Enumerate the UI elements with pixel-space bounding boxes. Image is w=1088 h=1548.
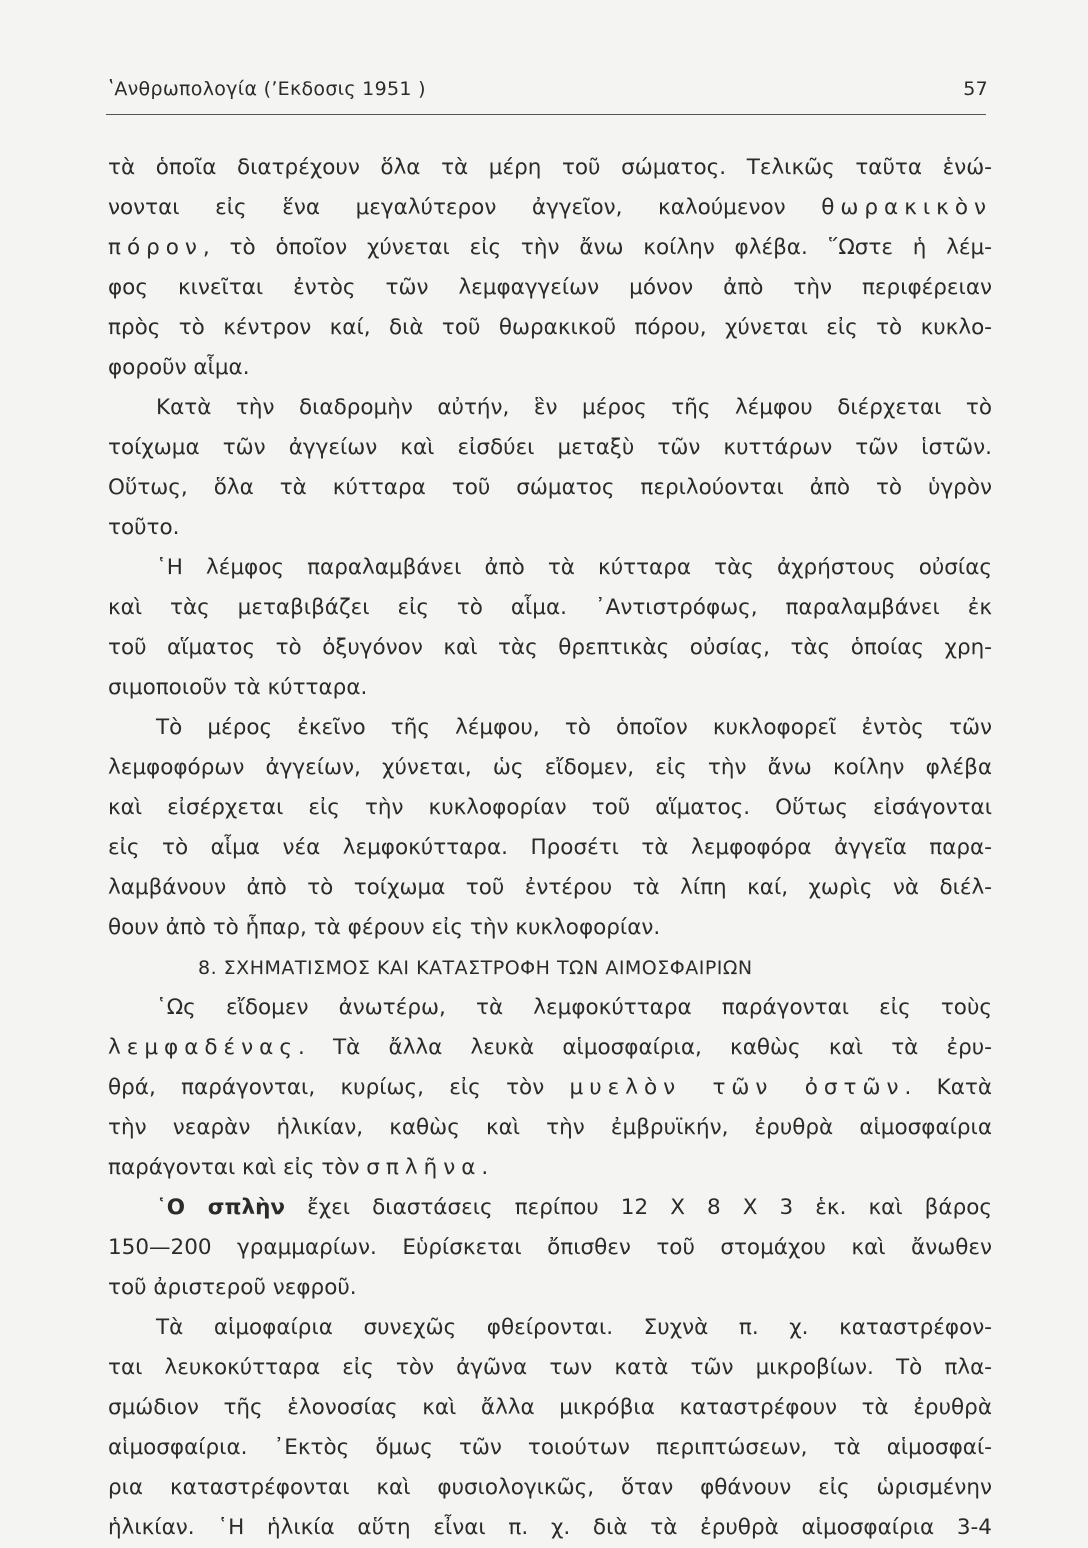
- text-line: φοροῦν αἷμα.: [108, 355, 250, 380]
- text-line: ῾Ως εἴδομεν ἀνωτέρω, τὰ λεμφοκύτταρα παράγονται εἰς τοὺς: [156, 995, 992, 1020]
- text-line: πρὸς τὸ κέντρον καί, διὰ τοῦ θωρακικοῦ πόρου, χύνεται εἰς τὸ κυκλο-: [108, 315, 992, 340]
- text-line: τὴν νεαρὰν ἡλικίαν, καθὼς καὶ τὴν ἐμβρυϊκήν, ἐρυθρὰ αἱμοσφαίρια: [108, 1115, 992, 1140]
- text-line: τοῦ αἵματος τὸ ὀξυγόνον καὶ τὰς θρεπτικὰς οὐσίας, τὰς ὁποίας χρη-: [108, 635, 992, 660]
- text-line: καὶ τὰς μεταβιβάζει εἰς τὸ αἷμα. ᾿Αντιστρόφως, παραλαμβάνει ἐκ: [108, 595, 992, 620]
- text-line: τοῦ ἀριστεροῦ νεφροῦ.: [108, 1275, 357, 1300]
- text-line: Οὕτως, ὅλα τὰ κύτταρα τοῦ σώματος περιλούονται ἀπὸ τὸ ὑγρὸν: [108, 475, 992, 500]
- spaced-term: θωρακικὸν: [821, 195, 992, 220]
- running-head: [108, 78, 988, 108]
- text-line: εἰς τὸ αἷμα νέα λεμφοκύτταρα. Προσέτι τὰ λεμφοφόρα ἀγγεῖα παρα-: [108, 835, 992, 860]
- spaced-term: σπλῆνα: [366, 1155, 482, 1180]
- text-line: ται λευκοκύτταρα εἰς τὸν ἀγῶνα των κατὰ τῶν μικροβίων. Τὸ πλα-: [108, 1355, 992, 1380]
- text-line: Τὰ αἱμοφαίρια συνεχῶς φθείρονται. Συχνὰ π. χ. καταστρέφον-: [156, 1315, 992, 1340]
- text-line: σιμοποιοῦν τὰ κύτταρα.: [108, 675, 368, 700]
- text-line: τοῦτο.: [108, 515, 180, 540]
- spaced-term: μυελὸν τῶν ὀστῶν: [569, 1075, 905, 1100]
- text-line: τὰ ὁποῖα διατρέχουν ὅλα τὰ μέρη τοῦ σώματος. Τελικῶς ταῦτα ἑνώ-: [108, 155, 992, 180]
- text-line: αἱμοσφαίρια. ᾿Εκτὸς ὅμως τῶν τοιούτων περιπτώσεων, τὰ αἱμοσφαί-: [108, 1435, 992, 1460]
- text-line: παράγονται καὶ εἰς τὸν σπλῆνα.: [108, 1155, 489, 1180]
- text-line: πόρον, τὸ ὁποῖον χύνεται εἰς τὴν ἄνω κοίλην φλέβα. ῞Ωστε ἡ λέμ-: [108, 235, 992, 260]
- text-line: ρια καταστρέφονται καὶ φυσιολογικῶς, ὅταν φθάνουν εἰς ὡρισμένην: [108, 1475, 992, 1500]
- text-line: Κατὰ τὴν διαδρομὴν αὐτήν, ἓν μέρος τῆς λέμφου διέρχεται τὸ: [156, 395, 992, 420]
- text-line: τοίχωμα τῶν ἀγγείων καὶ εἰσδύει μεταξὺ τῶν κυττάρων τῶν ἱστῶν.: [108, 435, 992, 460]
- header-rule: [106, 114, 986, 115]
- spaced-term: λεμφαδένας: [108, 1035, 298, 1060]
- section-heading: 8. ΣΧΗΜΑΤΙΣΜΟΣ ΚΑΙ ΚΑΤΑΣΤΡΟΦΗ ΤΩΝ ΑΙΜΟΣΦΑΙΡΙΩΝ: [198, 957, 753, 979]
- bold-term: ῾Ο σπλὴν: [156, 1195, 286, 1220]
- text-line: ῾Η λέμφος παραλαμβάνει ἀπὸ τὰ κύτταρα τὰς ἀχρήστους οὐσίας: [156, 555, 992, 580]
- text-line: λεμφοφόρων ἀγγείων, χύνεται, ὡς εἴδομεν, εἰς τὴν ἄνω κοίλην φλέβα: [108, 755, 992, 780]
- text-line: λεμφαδένας. Τὰ ἄλλα λευκὰ αἱμοσφαίρια, καθὼς καὶ τὰ ἐρυ-: [108, 1035, 992, 1060]
- page-number: 57: [963, 78, 988, 100]
- text-line: θρά, παράγονται, κυρίως, εἰς τὸν μυελὸν τῶν ὀστῶν. Κατὰ: [108, 1075, 992, 1100]
- running-head-title: ʽΑνθρωπολογία (ʼΕκδοσις 1951 ): [108, 78, 426, 100]
- text-line: ἡλικίαν. ῾Η ἡλικία αὕτη εἶναι π. χ. διὰ τὰ ἐρυθρὰ αἱμοσφαίρια 3-4: [108, 1515, 992, 1540]
- text-line: καὶ εἰσέρχεται εἰς τὴν κυκλοφορίαν τοῦ αἵματος. Οὕτως εἰσάγονται: [108, 795, 992, 820]
- body-text: [108, 148, 992, 1548]
- text-line: Τὸ μέρος ἐκεῖνο τῆς λέμφου, τὸ ὁποῖον κυκλοφορεῖ ἐντὸς τῶν: [156, 715, 992, 740]
- text-line: θουν ἀπὸ τὸ ἧπαρ, τὰ φέρουν εἰς τὴν κυκλοφορίαν.: [108, 915, 661, 940]
- text-line: λαμβάνουν ἀπὸ τὸ τοίχωμα τοῦ ἐντέρου τὰ λίπη καί, χωρὶς νὰ διέλ-: [108, 875, 992, 900]
- text-line: σμώδιον τῆς ἑλονοσίας καὶ ἄλλα μικρόβια καταστρέφουν τὰ ἐρυθρὰ: [108, 1395, 992, 1420]
- text-line: νονται εἰς ἕνα μεγαλύτερον ἀγγεῖον, καλούμενον θωρακικὸν: [108, 195, 992, 220]
- text-line: φος κινεῖται ἐντὸς τῶν λεμφαγγείων μόνον ἀπὸ τὴν περιφέρειαν: [108, 275, 992, 300]
- spaced-term: πόρον: [108, 235, 203, 260]
- text-line: ῾Ο σπλὴν ἔχει διαστάσεις περίπου 12 Χ 8 Χ 3 ἑκ. καὶ βάρος: [156, 1195, 992, 1220]
- text-line: 150—200 γραμμαρίων. Εὑρίσκεται ὄπισθεν τοῦ στομάχου καὶ ἄνωθεν: [108, 1235, 992, 1260]
